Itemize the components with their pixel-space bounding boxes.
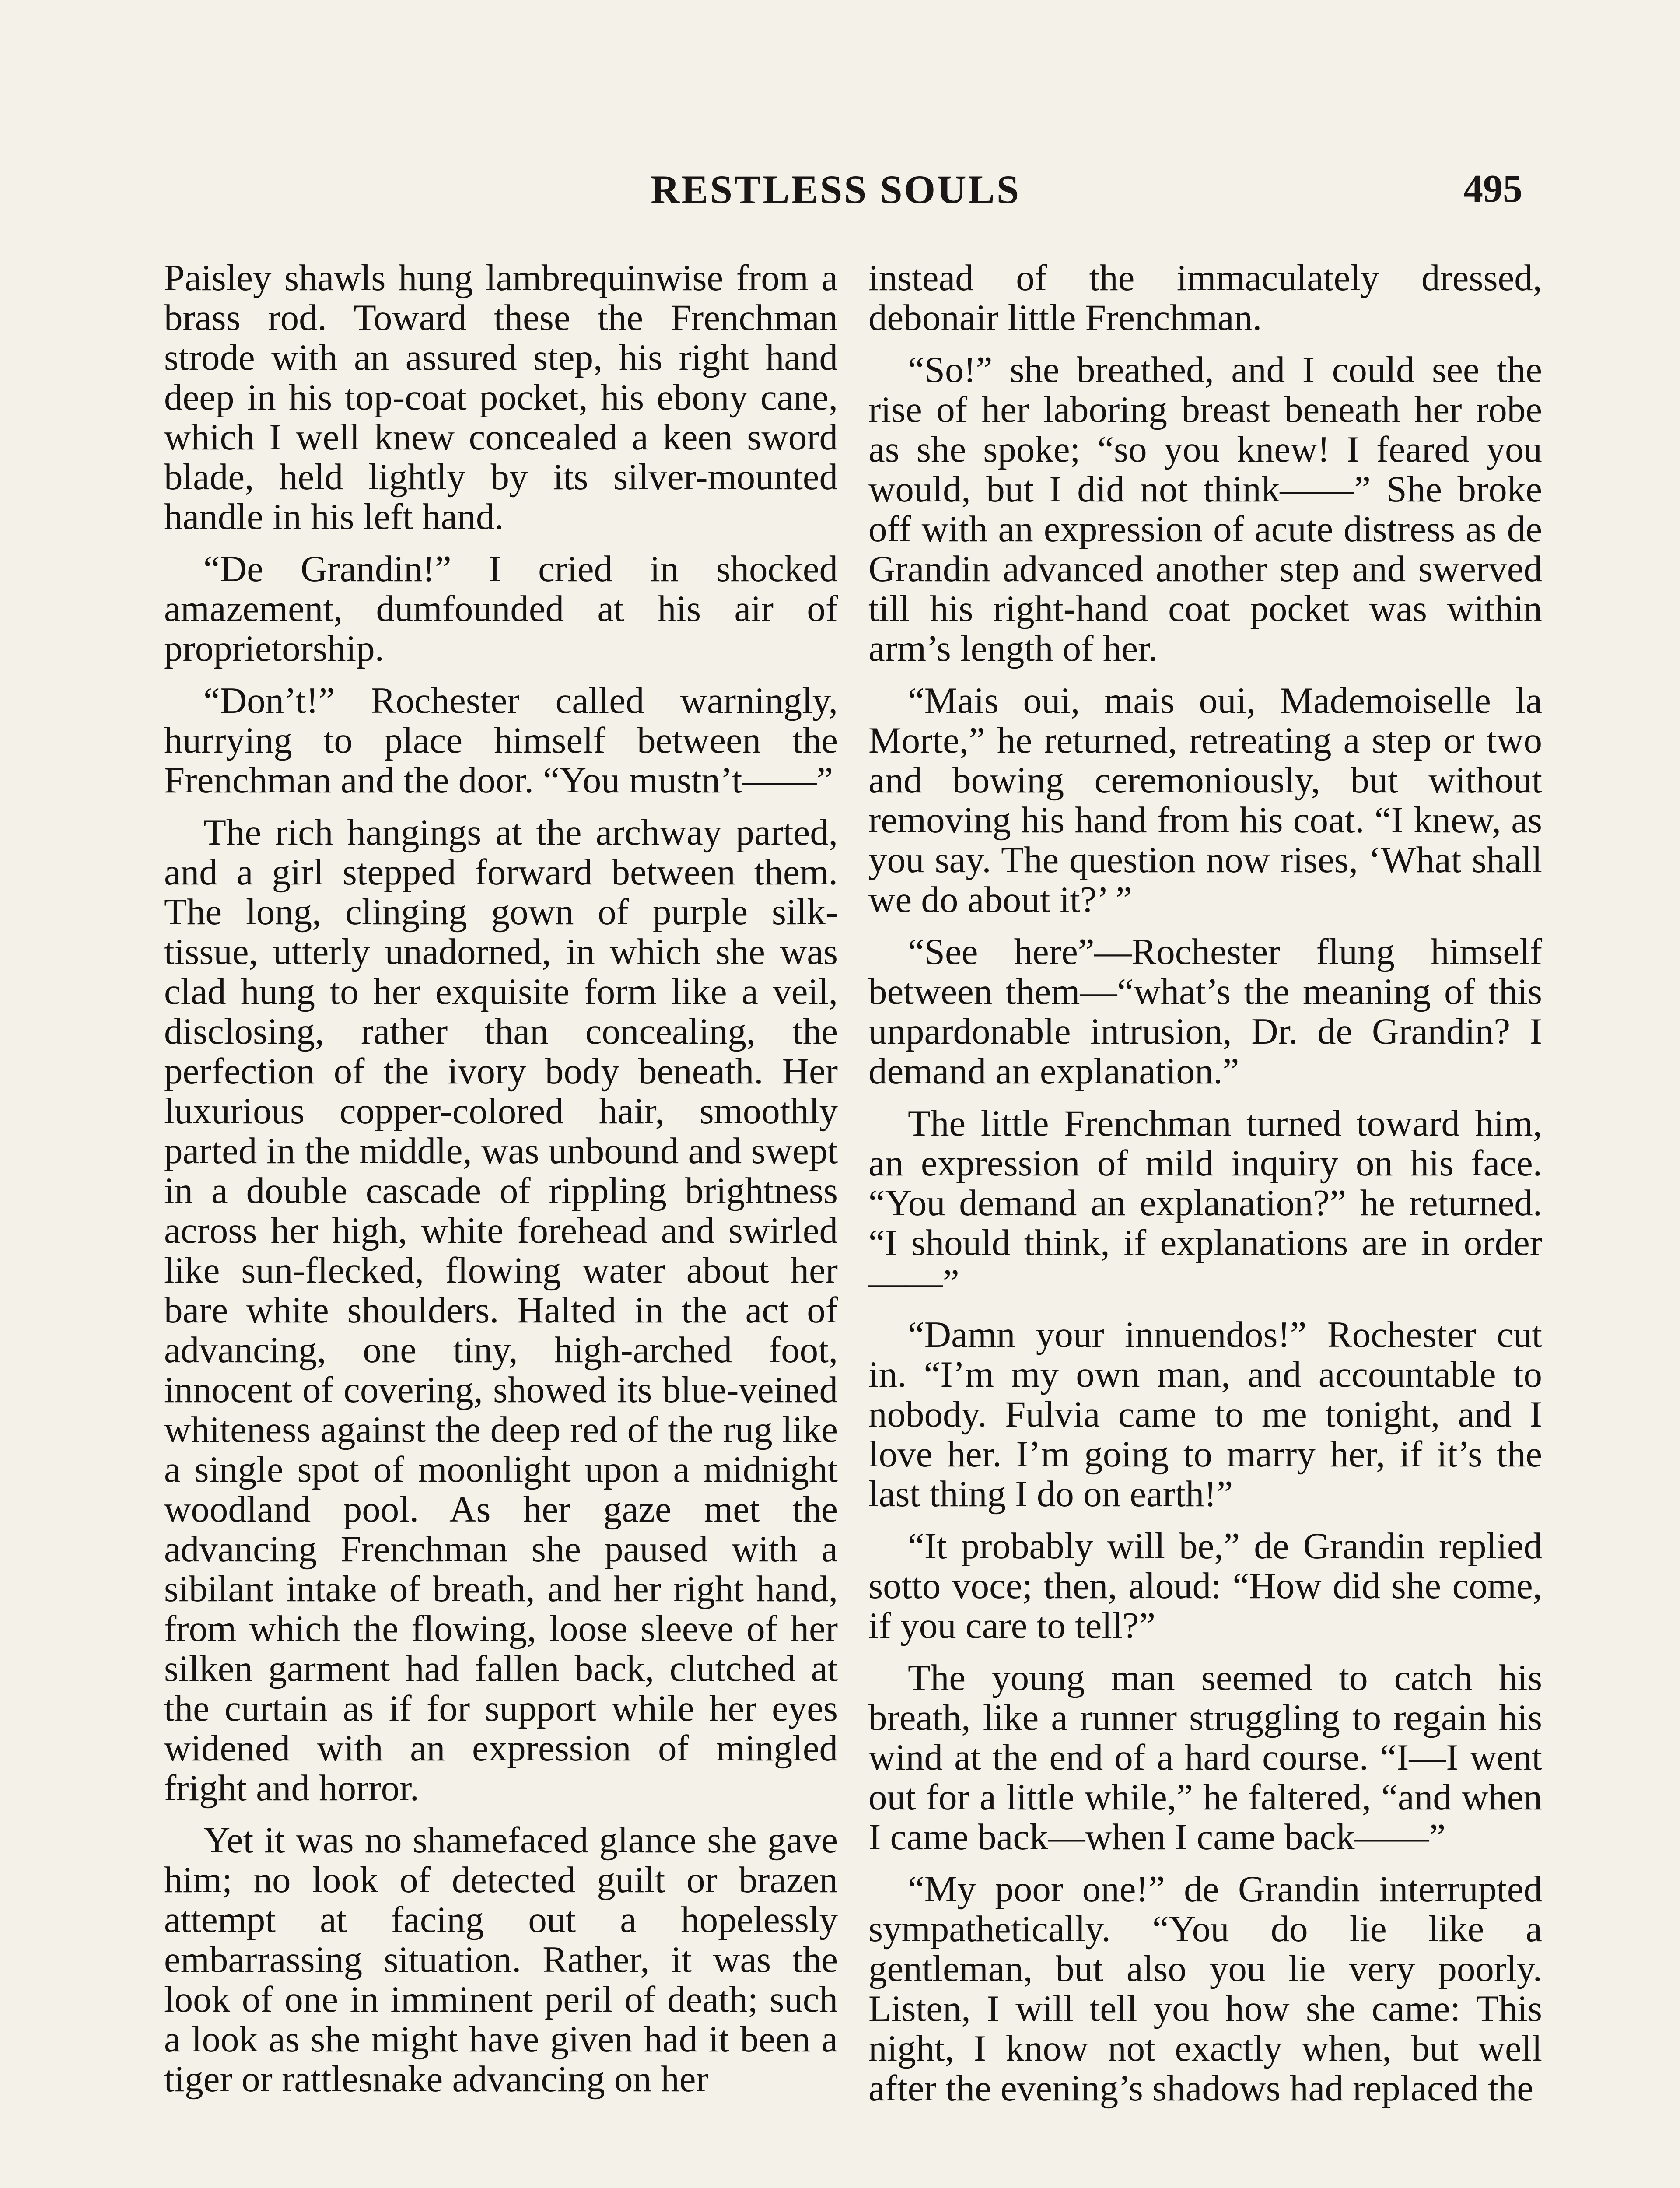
page-header xyxy=(0,166,1680,219)
paragraph: The rich hangings at the archway parted, and a girl stepped forward between them. The long, clinging gown of purple silk-tissue, utterly unadorned, in which she was clad hung to her exquisite form like a veil, disclosing, rather than concealing, the perfection of the ivory body beneath. Her luxurious copper-colored hair, smoothly parted in the middle, was unbound and swept in a double cascade of rippling brightness across her high, white forehead and swirled like sun-flecked, flowing water about her bare white shoulders. Halted in the act of advancing, one tiny, high-arched foot, innocent of covering, showed its blue-veined whiteness against the deep red of the rug like a single spot of moonlight upon a midnight woodland pool. As her gaze met the advancing Frenchman she paused with a sibilant intake of breath, and her right hand, from which the flowing, loose sleeve of her silken garment had fallen back, clutched at the curtain as if for support while her eyes widened with an expression of mingled fright and horror. xyxy=(164,812,838,1809)
paragraph: The young man seemed to catch his breath, like a runner struggling to regain his wind at the end of a hard course. “I—I went out for a little while,” he faltered, “and when I came back—when I came back——” xyxy=(868,1657,1542,1858)
paragraph: “Damn your innuendos!” Rochester cut in. “I’m my own man, and accountable to nobody. Fulvia came to me tonight, and I love her. I’m going to marry her, if it’s the last thing I do on earth!” xyxy=(868,1314,1542,1515)
paragraph: “My poor one!” de Grandin interrupted sympathetically. “You do lie like a gentleman, but also you lie very poorly. Listen, I will tell you how she came: This night, I know not exactly when, but well after the evening’s shadows had replaced the xyxy=(868,1869,1542,2109)
paragraph: “See here”—Rochester flung himself between them—“what’s the meaning of this unpardonable intrusion, Dr. de Grandin? I demand an explanation.” xyxy=(868,931,1542,1092)
paragraph: “Mais oui, mais oui, Mademoiselle la Morte,” he returned, retreating a step or two and bowing ceremoniously, but without removing his hand from his coat. “I knew, as you say. The question now rises, ‘What shall we do about it?’ ” xyxy=(868,680,1542,920)
paragraph: “So!” she breathed, and I could see the rise of her laboring breast beneath her robe as she spoke; “so you knew! I feared you would, but I did not think——” She broke off with an expression of acute distress as de Grandin advanced another step and swerved till his right-hand coat pocket was within arm’s length of her. xyxy=(868,349,1542,669)
paragraph: Yet it was no shamefaced glance she gave him; no look of detected guilt or brazen attempt at facing out a hopelessly embarrassing situation. Rather, it was the look of one in imminent peril of death; such a look as she might have given had it been a tiger or rattlesnake advancing on her xyxy=(164,1820,838,2100)
paragraph: “Don’t!” Rochester called warningly, hurrying to place himself between the Frenchman and the door. “You mustn’t——” xyxy=(164,680,838,801)
paragraph: The little Frenchman turned toward him, an expression of mild inquiry on his face. “You demand an explanation?” he returned. “I should think, if explanations are in order——” xyxy=(868,1103,1542,1303)
left-column xyxy=(164,258,838,2111)
right-column xyxy=(868,258,1542,2121)
paragraph: “It probably will be,” de Grandin replied sotto voce; then, aloud: “How did she come, if you care to tell?” xyxy=(868,1525,1542,1646)
page-number: 495 xyxy=(1463,167,1522,210)
paragraph: “De Grandin!” I cried in shocked amazement, dumfounded at his air of proprietorship. xyxy=(164,548,838,669)
paragraph: Paisley shawls hung lambrequinwise from a brass rod. Toward these the Frenchman strode with an assured step, his right hand deep in his top-coat pocket, his ebony cane, which I well knew concealed a keen sword blade, held lightly by its silver-mounted handle in his left hand. xyxy=(164,257,838,537)
running-title: RESTLESS SOULS xyxy=(650,167,1021,212)
paragraph: instead of the immaculately dressed, debonair little Frenchman. xyxy=(868,257,1542,338)
